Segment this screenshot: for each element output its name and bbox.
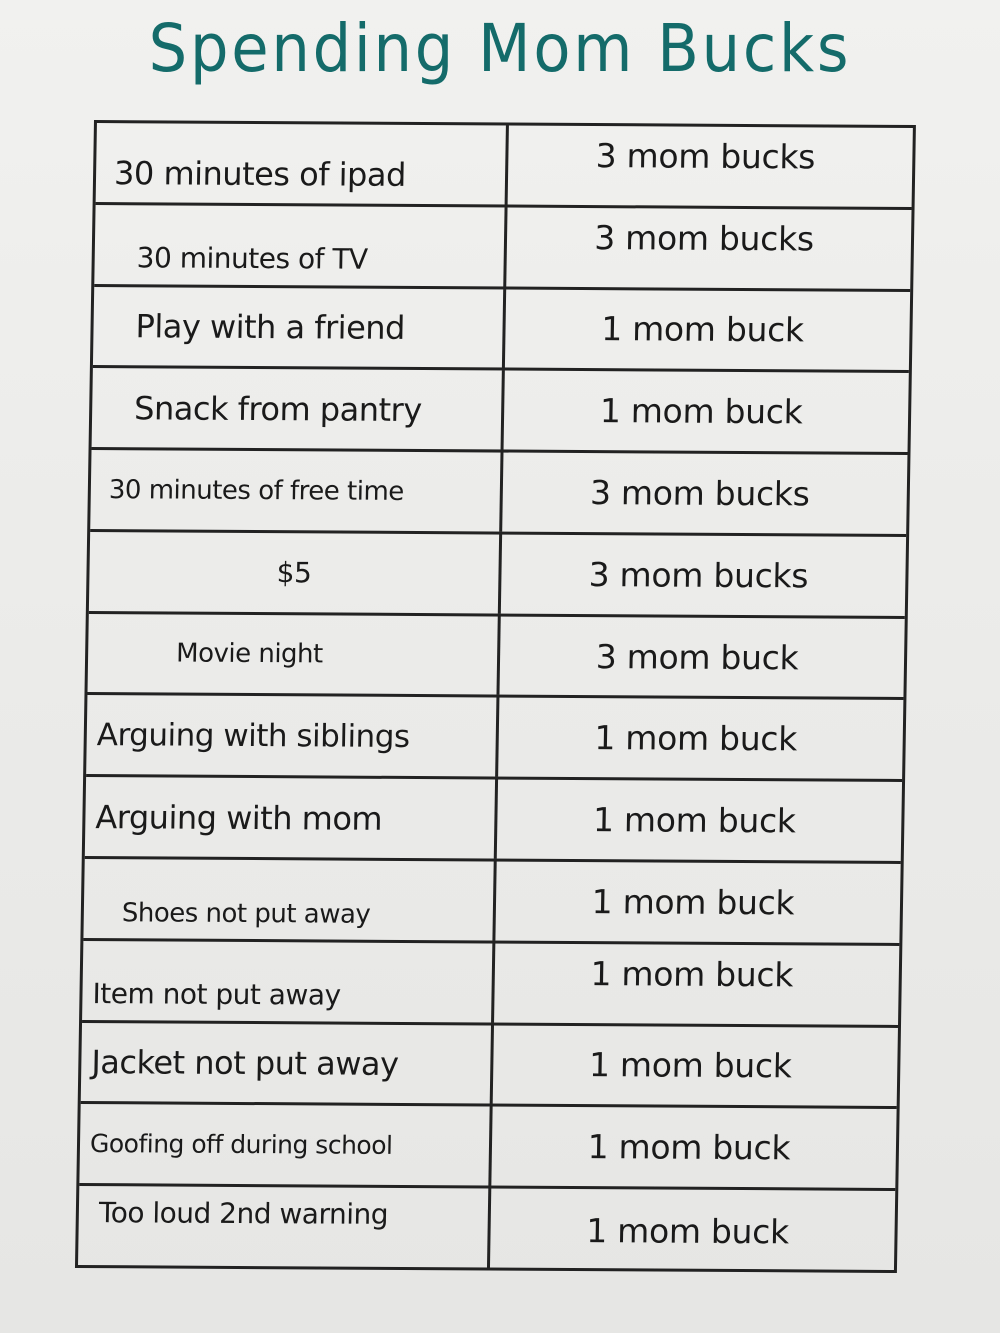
cost-cell: 3 mom bucks	[594, 217, 815, 259]
item-cell: $5	[89, 532, 502, 613]
table-row	[81, 1020, 898, 1107]
item-cell: Snack from pantry	[92, 368, 505, 449]
cost-cell: 3 mom buck	[595, 636, 799, 677]
item-cell: 30 minutes of TV	[94, 205, 507, 286]
table-row	[93, 284, 910, 371]
item-cell: Goofing off during school	[79, 1104, 492, 1185]
table-row	[96, 123, 913, 207]
table-row	[94, 202, 911, 289]
cost-cell: 1 mom buck	[600, 309, 805, 350]
cost-cell: 3 mom bucks	[595, 136, 816, 177]
table-row	[83, 856, 900, 943]
item-cell: Too loud 2nd warning	[78, 1186, 491, 1267]
item-cell: Play with a friend	[93, 287, 506, 368]
table-row	[89, 529, 906, 616]
item-cell: Item not put away	[82, 941, 495, 1022]
table-row	[79, 1101, 896, 1188]
item-cell: Arguing with mom	[85, 777, 498, 858]
item-cell: Shoes not put away	[83, 859, 496, 940]
table-row	[88, 611, 905, 698]
cost-cell: 1 mom buck	[599, 391, 803, 432]
cost-cell: 3 mom bucks	[588, 554, 809, 596]
cost-cell: 1 mom buck	[588, 1045, 792, 1086]
cost-cell: 3 mom bucks	[589, 473, 810, 514]
item-cell: 30 minutes of ipad	[96, 123, 509, 204]
table-row	[90, 447, 907, 534]
item-cell: Arguing with siblings	[86, 695, 499, 776]
cost-cell: 1 mom buck	[592, 800, 796, 841]
cost-cell: 1 mom buck	[585, 1211, 790, 1252]
item-cell: Jacket not put away	[81, 1023, 494, 1104]
item-cell: Movie night	[88, 614, 501, 695]
cost-cell: 1 mom buck	[590, 953, 794, 995]
table-row	[86, 692, 903, 779]
table-row	[92, 365, 909, 452]
item-cell: 30 minutes of free time	[90, 450, 503, 531]
table-row	[82, 938, 899, 1025]
cost-cell: 1 mom buck	[587, 1127, 791, 1168]
page-title: Spending Mom Bucks	[148, 10, 852, 87]
mom-bucks-table	[75, 120, 916, 1273]
cost-cell: 1 mom buck	[591, 882, 795, 923]
table-row	[78, 1183, 895, 1270]
table-row	[85, 774, 902, 861]
cost-cell: 1 mom buck	[594, 718, 798, 759]
